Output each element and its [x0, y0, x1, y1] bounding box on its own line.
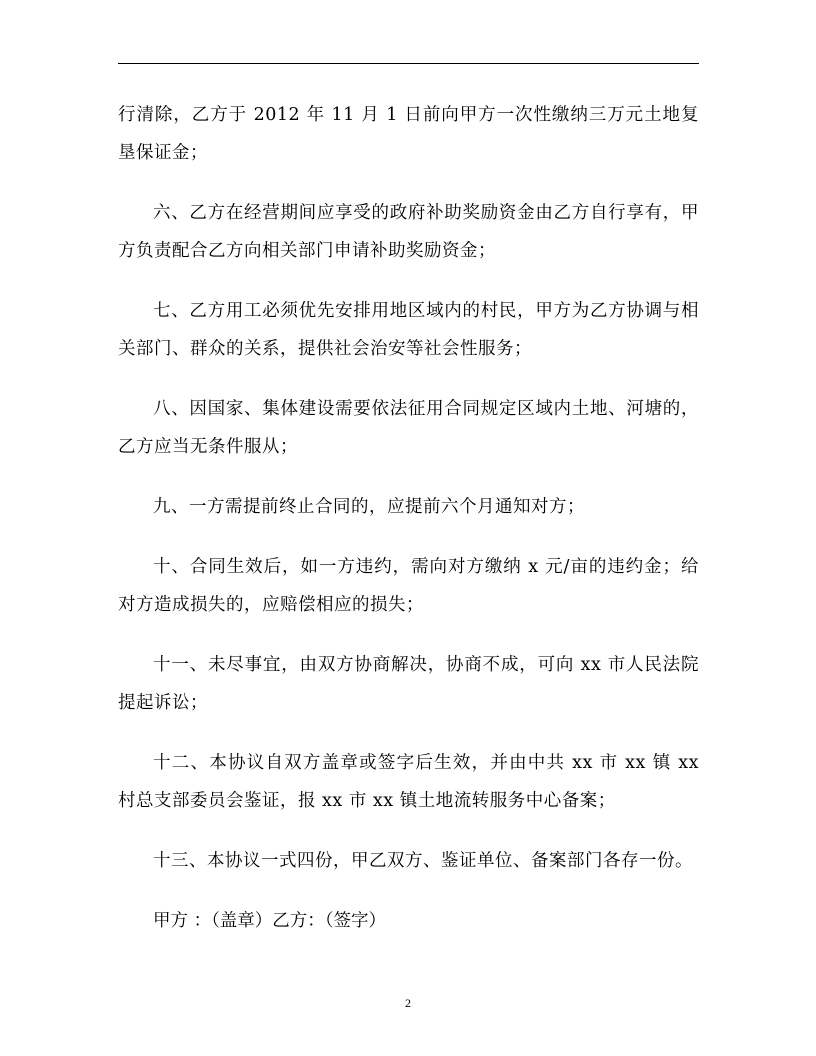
- page-number: 2: [405, 996, 411, 1010]
- document-body: [118, 96, 699, 940]
- clause-11: 十一、未尽事宜，由双方协商解决，协商不成，可向 xx 市人民法院提起诉讼；: [118, 655, 699, 713]
- clause-6: 六、乙方在经营期间应享受的政府补助奖励资金由乙方自行享有，甲方负责配合乙方向相关部门申请补助奖励资金；: [118, 203, 699, 261]
- clause-10: 十、合同生效后，如一方违约，需向对方缴纳 x 元/亩的违约金；给对方造成损失的，应赔偿相应的损失；: [118, 557, 699, 615]
- paragraph-continuation: 行清除，乙方于 2012 年 11 月 1 日前向甲方一次性缴纳三万元土地复垦保证金；: [118, 105, 699, 163]
- header-rule: [118, 63, 699, 64]
- clause-8: 八、因国家、集体建设需要依法征用合同规定区域内土地、河塘的，乙方应当无条件服从；: [118, 399, 699, 457]
- clause-7: 七、乙方用工必须优先安排用地区域内的村民，甲方为乙方协调与相关部门、群众的关系，提供社会治安等社会性服务；: [118, 301, 699, 359]
- clause-12: 十二、本协议自双方盖章或签字后生效，并由中共 xx 市 xx 镇 xx 村总支部委员会鉴证，报 xx 市 xx 镇土地流转服务中心备案；: [118, 753, 699, 811]
- signature-line: 甲方 ：（盖章）乙方：（签字）: [153, 911, 387, 931]
- clause-13: 十三、本协议一式四份，甲乙双方、鉴证单位、备案部门各存一份。: [153, 851, 693, 871]
- clause-9: 九、一方需提前终止合同的，应提前六个月通知对方；: [153, 497, 585, 517]
